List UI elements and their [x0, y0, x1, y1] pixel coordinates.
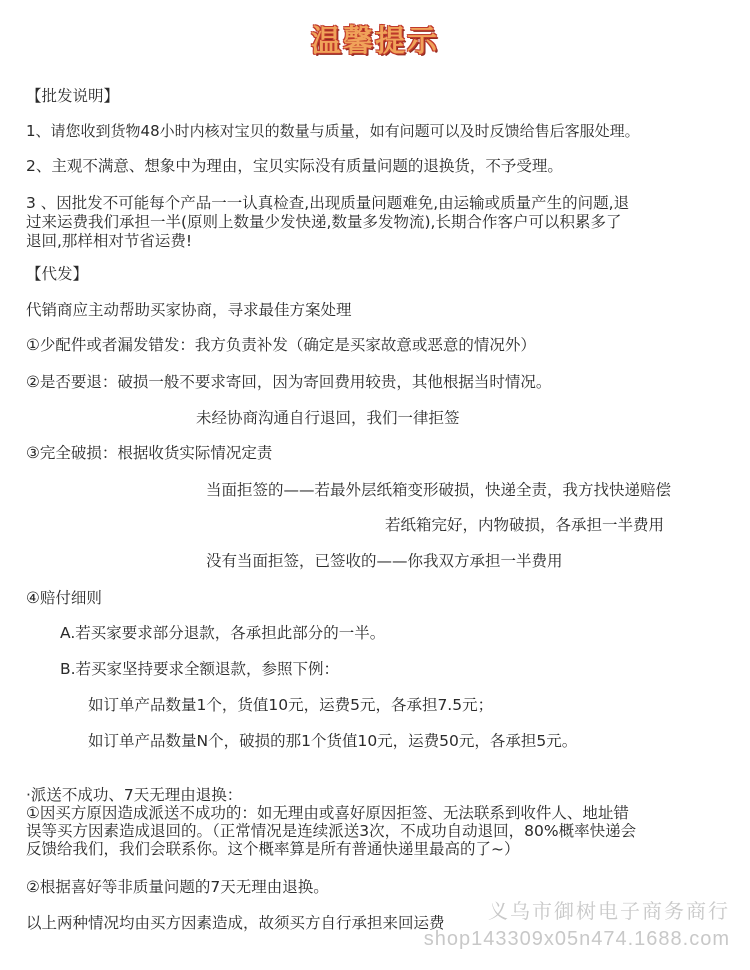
- dropship-example-2: 如订单产品数量N个，破损的那1个货值10元，运费50元，各承担5元。: [88, 732, 578, 750]
- watermark-shop-url: shop143309x05n474.1688.com: [423, 928, 730, 950]
- section-header-wholesale: 【批发说明】: [26, 87, 120, 105]
- dropship-point-4-a: A.若买家要求部分退款，各承担此部分的一半。: [60, 624, 386, 642]
- dropship-point-2-note: 未经协商沟通自行退回，我们一律拒签: [196, 409, 460, 427]
- wholesale-item-1: 1、请您收到货物48小时内核对宝贝的数量与质量，如有问题可以及时反馈给售后客服处理。: [26, 122, 640, 140]
- dropship-point-2: ②是否要退：破损一般不要求寄回，因为寄回费用较贵，其他根据当时情况。: [26, 373, 552, 391]
- watermark-company: 义乌市御树电子商务商行: [488, 901, 730, 923]
- section-header-delivery: ·派送不成功、7天无理由退换：: [26, 786, 243, 804]
- page-title: 温馨提示: [311, 24, 439, 59]
- dropship-point-1: ①少配件或者漏发错发：我方负责补发（确定是买家故意或恶意的情况外）: [26, 336, 536, 354]
- dropship-point-4: ④赔付细则: [26, 589, 102, 607]
- delivery-line-2: 误等买方因素造成退回的。（正常情况是连续派送3次，不成功自动退回，80%概率快递会: [26, 822, 637, 840]
- delivery-line-1: ①因买方原因造成派送不成功的：如无理由或喜好原因拒签、无法联系到收件人、地址错: [26, 804, 629, 822]
- delivery-line-5: 以上两种情况均由买方因素造成，故须买方自行承担来回运费: [26, 914, 445, 932]
- dropship-point-3-c: 没有当面拒签，已签收的——你我双方承担一半费用: [206, 552, 563, 570]
- wholesale-item-3-line-2: 过来运费我们承担一半(原则上数量少发快递,数量多发物流),长期合作客户可以积累多了: [26, 213, 622, 231]
- wholesale-item-2: 2、主观不满意、想象中为理由，宝贝实际没有质量问题的退换货，不予受理。: [26, 157, 563, 175]
- delivery-line-3: 反馈给我们，我们会联系你。这个概率算是所有普通快递里最高的了~）: [26, 840, 520, 858]
- section-header-dropship: 【代发】: [26, 265, 89, 283]
- dropship-point-3: ③完全破损：根据收货实际情况定责: [26, 444, 273, 462]
- delivery-line-4: ②根据喜好等非质量问题的7天无理由退换。: [26, 878, 329, 896]
- dropship-point-3-a: 当面拒签的——若最外层纸箱变形破损，快递全责，我方找快递赔偿: [206, 481, 672, 499]
- dropship-point-3-b: 若纸箱完好，内物破损，各承担一半费用: [385, 516, 665, 534]
- wholesale-item-3-line-3: 退回,那样相对节省运费!: [26, 232, 193, 250]
- dropship-point-4-b: B.若买家坚持要求全额退款，参照下例：: [60, 660, 340, 678]
- dropship-example-1: 如订单产品数量1个，货值10元，运费5元，各承担7.5元；: [88, 696, 494, 714]
- dropship-intro: 代销商应主动帮助买家协商，寻求最佳方案处理: [26, 301, 352, 319]
- wholesale-item-3-line-1: 3 、因批发不可能每个产品一一认真检查,出现质量问题难免,由运输或质量产生的问题,退: [26, 194, 630, 212]
